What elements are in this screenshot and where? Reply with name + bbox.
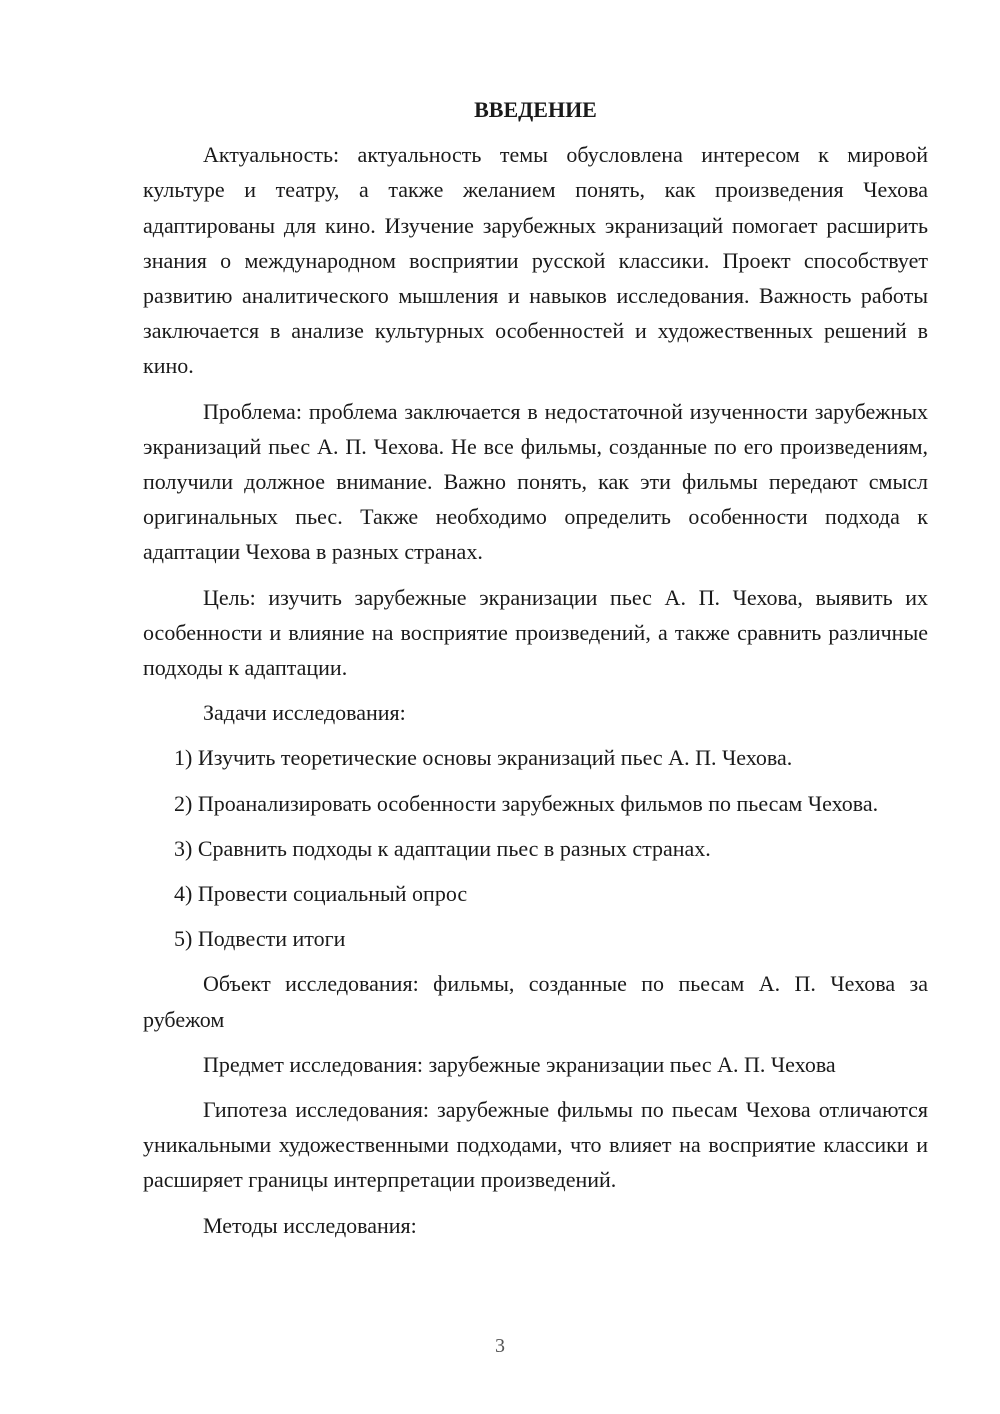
page-number: 3 <box>495 1335 505 1357</box>
relevance-paragraph: Актуальность: актуальность темы обусловлена интересом к мировой культуре и театру, а также желанием понять, как произведения Чехова адаптированы для кино. Изучение зарубежных экранизаций помогает расширить знания о международном восприятии русской классики. Проект способствует развитию аналитического мышления и навыков исследования. Важность работы заключается в анализе культурных особенностей и художественных решений в кино. <box>143 142 928 379</box>
task-item-3: 3) Сравнить подходы к адаптации пьес в разных странах. <box>174 835 711 861</box>
section-heading: ВВЕДЕНИЕ <box>474 97 597 122</box>
subject-paragraph: Предмет исследования: зарубежные экранизации пьес А. П. Чехова <box>203 1051 836 1077</box>
tasks-heading: Задачи исследования: <box>203 700 406 726</box>
document-page <box>143 92 928 1253</box>
task-item-2: 2) Проанализировать особенности зарубежных фильмов по пьесам Чехова. <box>174 790 879 816</box>
task-item-4: 4) Провести социальный опрос <box>174 881 468 907</box>
task-item-5: 5) Подвести итоги <box>174 926 346 952</box>
object-paragraph: Объект исследования: фильмы, созданные по пьесам А. П. Чехова за рубежом <box>143 971 928 1032</box>
problem-paragraph: Проблема: проблема заключается в недостаточной изученности зарубежных экранизаций пьес А. П. Чехова. Не все фильмы, созданные по его произведениям, получили должное внимание. Важно понять, как эти фильмы передают смысл оригинальных пьес. Также необходимо определить особенности подхода к адаптации Чехова в разных странах. <box>143 398 928 565</box>
hypothesis-paragraph: Гипотеза исследования: зарубежные фильмы по пьесам Чехова отличаются уникальными художественными подходами, что влияет на восприятие классики и расширяет границы интерпретации произведений. <box>143 1097 928 1193</box>
methods-heading: Методы исследования: <box>203 1212 417 1238</box>
goal-paragraph: Цель: изучить зарубежные экранизации пьес А. П. Чехова, выявить их особенности и влияние на восприятие произведений, а также сравнить различные подходы к адаптации. <box>143 584 928 681</box>
task-item-1: 1) Изучить теоретические основы экранизаций пьес А. П. Чехова. <box>174 745 793 771</box>
